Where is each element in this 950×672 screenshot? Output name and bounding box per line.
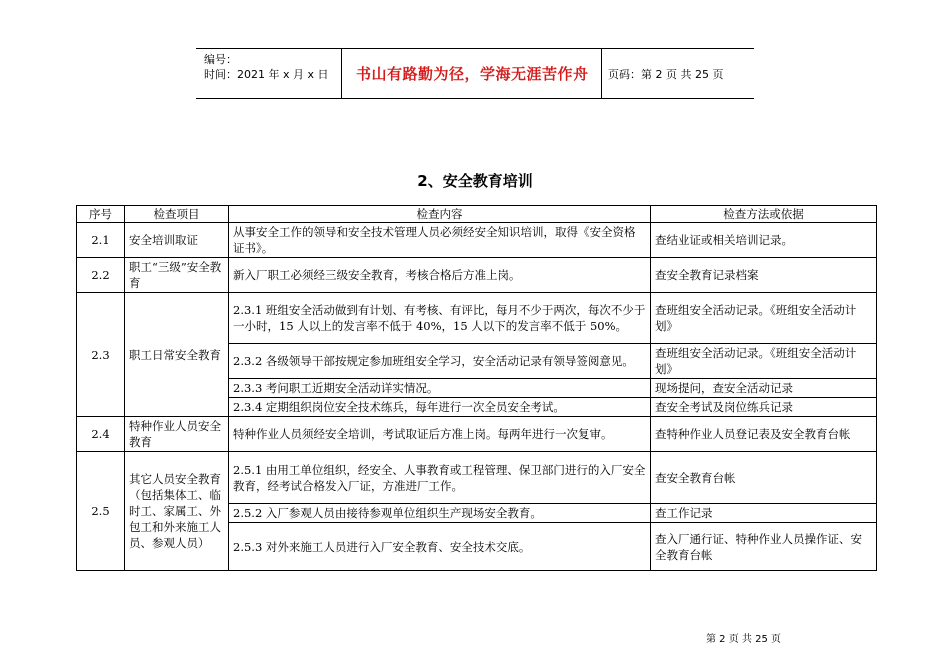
- inspection-method: 查安全考试及岗位练兵记录: [651, 398, 877, 417]
- inspection-item: 其它人员安全教育（包括集体工、临时工、家属工、外包工和外来施工人员、参观人员）: [125, 452, 229, 571]
- page-footer: 第 2 页 共 25 页: [706, 634, 781, 645]
- row-number: 2.4: [77, 417, 125, 452]
- inspection-content: 2.5.1 由用工单位组织，经安全、人事教育或工程管理、保卫部门进行的入厂安全教育，经考试合格发入厂证，方准进厂工作。: [229, 452, 651, 504]
- column-header-method: 检查方法或依据: [651, 206, 877, 223]
- table-row: [77, 452, 877, 504]
- inspection-content: 2.3.3 考问职工近期安全活动详实情况。: [229, 379, 651, 398]
- column-header-item: 检查项目: [125, 206, 229, 223]
- inspection-content: 特种作业人员须经安全培训，考试取证后方准上岗。每两年进行一次复审。: [229, 417, 651, 452]
- header-page-info: 页码：第 2 页 共 25 页: [608, 68, 724, 81]
- inspection-method: 查结业证或相关培训记录。: [651, 223, 877, 258]
- inspection-content: 从事安全工作的领导和安全技术管理人员必须经安全知识培训，取得《安全资格证书》。: [229, 223, 651, 258]
- inspection-method: 查特种作业人员登记表及安全教育台帐: [651, 417, 877, 452]
- row-number: 2.2: [77, 258, 125, 293]
- row-number: 2.5: [77, 452, 125, 571]
- document-date: 时间：2021 年 x 月 x 日: [204, 68, 329, 81]
- column-header-number: 序号: [77, 206, 125, 223]
- inspection-method: 现场提问，查安全活动记录: [651, 379, 877, 398]
- table-header-row: [77, 206, 877, 223]
- inspection-method: 查安全教育台帐: [651, 452, 877, 504]
- column-header-content: 检查内容: [229, 206, 651, 223]
- inspection-item: 特种作业人员安全教育: [125, 417, 229, 452]
- inspection-content: 2.5.2 入厂参观人员由接待参观单位组织生产现场安全教育。: [229, 504, 651, 523]
- inspection-table: [76, 205, 877, 571]
- section-title: 2、安全教育培训: [417, 172, 533, 190]
- table-row: [77, 258, 877, 293]
- table-row: [77, 417, 877, 452]
- inspection-method: 查工作记录: [651, 504, 877, 523]
- row-number: 2.3: [77, 293, 125, 417]
- inspection-method: 查班组安全活动记录。《班组安全活动计划》: [651, 344, 877, 379]
- inspection-content: 2.3.1 班组安全活动做到有计划、有考核、有评比，每月不少于两次，每次不少于一小时，15 人以上的发言率不低于 40%，15 人以下的发言率不低于 50%。: [229, 293, 651, 344]
- inspection-content: 2.3.4 定期组织岗位安全技术练兵，每年进行一次全员安全考试。: [229, 398, 651, 417]
- header-divider: [601, 49, 602, 98]
- row-number: 2.1: [77, 223, 125, 258]
- inspection-content: 2.5.3 对外来施工人员进行入厂安全教育、安全技术交底。: [229, 523, 651, 571]
- inspection-item: 职工“三级”安全教育: [125, 258, 229, 293]
- inspection-content: 2.3.2 各级领导干部按规定参加班组安全学习，安全活动记录有领导签阅意见。: [229, 344, 651, 379]
- inspection-method: 查班组安全活动记录。《班组安全活动计划》: [651, 293, 877, 344]
- inspection-item: 安全培训取证: [125, 223, 229, 258]
- inspection-item: 职工日常安全教育: [125, 293, 229, 417]
- inspection-method: 查入厂通行证、特种作业人员操作证、安全教育台帐: [651, 523, 877, 571]
- table-row: [77, 293, 877, 344]
- page-header: [196, 48, 754, 99]
- table-row: [77, 223, 877, 258]
- inspection-content: 新入厂职工必须经三级安全教育，考核合格后方准上岗。: [229, 258, 651, 293]
- document-number-label: 编号：: [204, 53, 237, 66]
- header-divider: [341, 49, 342, 98]
- header-motto: 书山有路勤为径，学海无涯苦作舟: [356, 65, 589, 83]
- inspection-method: 查安全教育记录档案: [651, 258, 877, 293]
